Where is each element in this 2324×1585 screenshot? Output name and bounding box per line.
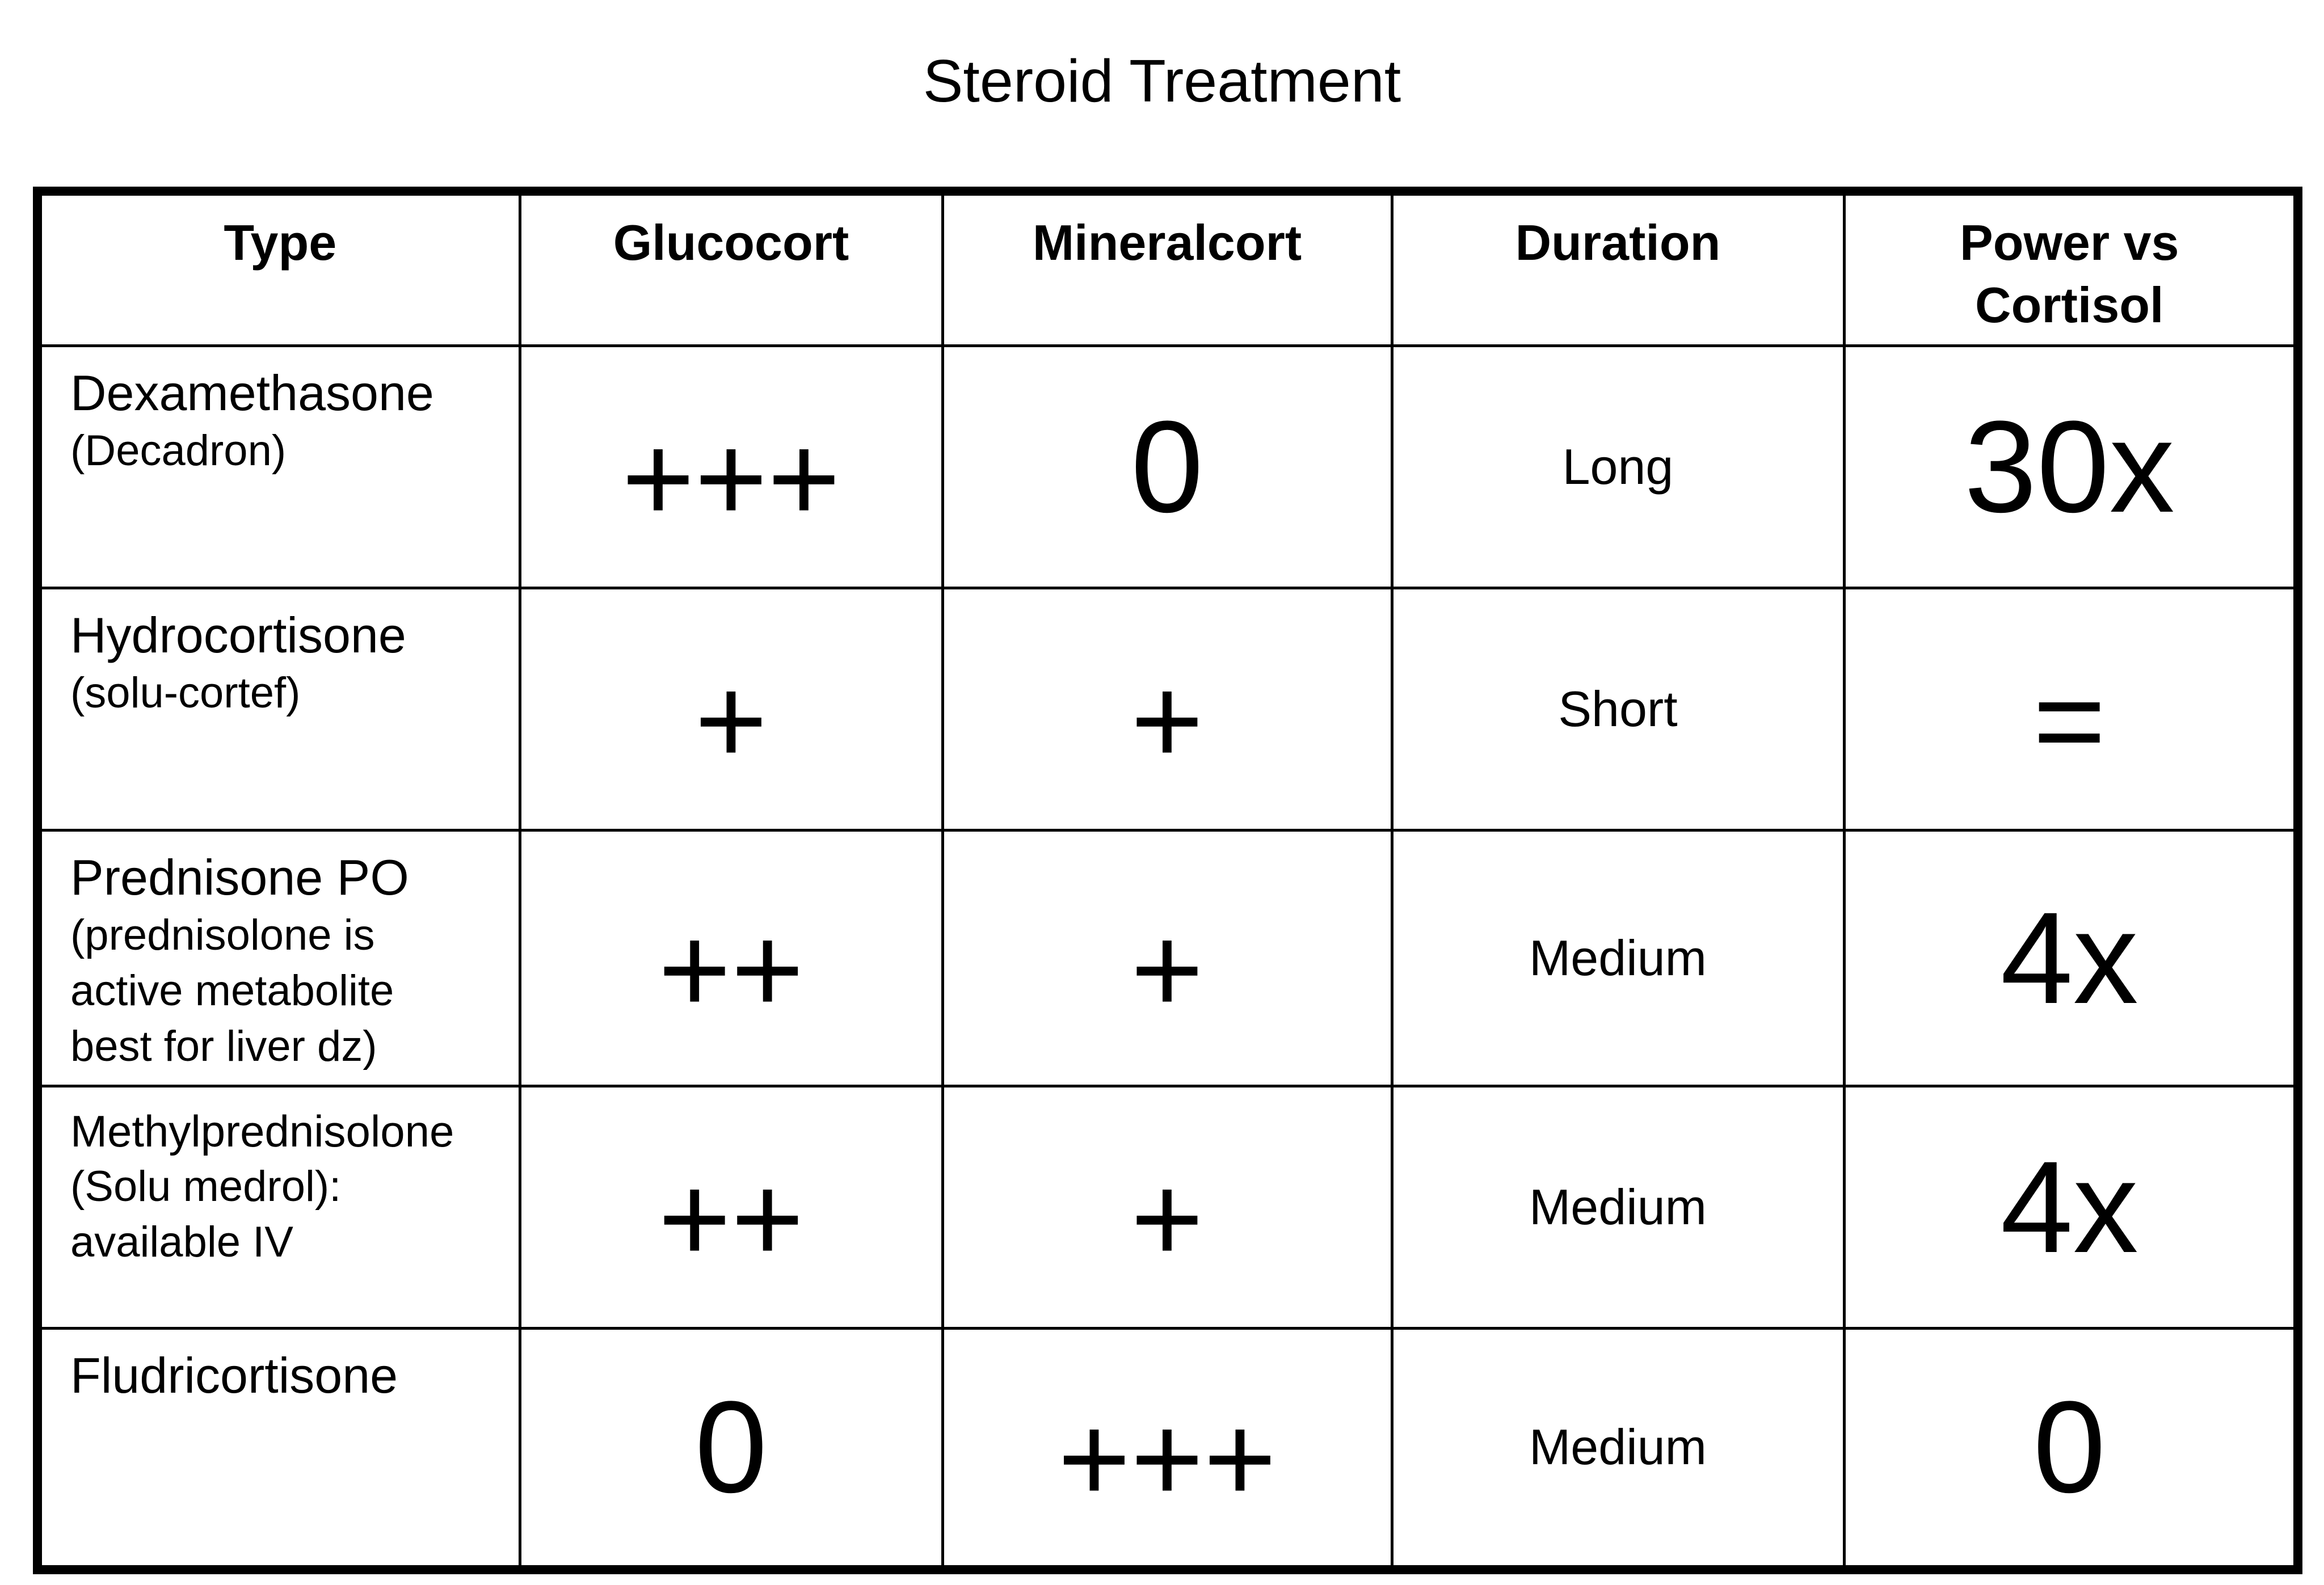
steroid-table	[33, 187, 2302, 1574]
drug-note: (Decadron)	[70, 426, 287, 475]
power-cell: =	[1844, 588, 2298, 830]
drug-name: Hydrocortisone	[70, 606, 406, 663]
page-title: Steroid Treatment	[923, 48, 1401, 115]
mineralcort-cell: +	[942, 1086, 1392, 1328]
glucocort-cell: +++	[520, 345, 942, 588]
table-row	[37, 345, 2298, 588]
duration-cell: Long	[1392, 345, 1844, 588]
drug-note-line: available IV	[70, 1217, 293, 1266]
duration-cell: Medium	[1392, 830, 1844, 1086]
glucocort-cell: 0	[520, 1328, 942, 1570]
header-duration: Duration	[1392, 191, 1844, 345]
header-power-line1: Power vs	[1960, 214, 2179, 271]
header-power	[1844, 191, 2298, 345]
power-cell: 30x	[1844, 345, 2298, 588]
type-cell	[37, 1086, 520, 1328]
header-mineralcort: Mineralcort	[942, 191, 1392, 345]
duration-cell: Medium	[1392, 1328, 1844, 1570]
drug-name: Fludricortisone	[70, 1347, 398, 1403]
duration-cell: Medium	[1392, 1086, 1844, 1328]
glucocort-cell: +	[520, 588, 942, 830]
type-cell	[37, 588, 520, 830]
drug-name: Methylprednisolone	[70, 1106, 454, 1156]
table-row	[37, 1086, 2298, 1328]
mineralcort-cell: +++	[942, 1328, 1392, 1570]
mineralcort-cell: +	[942, 588, 1392, 830]
drug-note-line: active metabolite	[70, 966, 394, 1015]
drug-note: (solu-cortef)	[70, 668, 301, 717]
drug-name: Prednisone PO	[70, 849, 409, 905]
table-row	[37, 1328, 2298, 1570]
type-cell	[37, 1328, 520, 1570]
table-header-row	[37, 191, 2298, 345]
type-cell	[37, 830, 520, 1086]
drug-name: Dexamethasone	[70, 364, 434, 421]
header-power-line2: Cortisol	[1975, 277, 2164, 333]
power-cell: 0	[1844, 1328, 2298, 1570]
table-row	[37, 830, 2298, 1086]
drug-note-line: (prednisolone is	[70, 910, 375, 959]
drug-note-line: (Solu medrol):	[70, 1162, 342, 1211]
power-cell: 4x	[1844, 830, 2298, 1086]
glucocort-cell: ++	[520, 1086, 942, 1328]
mineralcort-cell: +	[942, 830, 1392, 1086]
type-cell	[37, 345, 520, 588]
mineralcort-cell: 0	[942, 345, 1392, 588]
table-row	[37, 588, 2298, 830]
drug-note-line: best for liver dz)	[70, 1022, 377, 1070]
power-cell: 4x	[1844, 1086, 2298, 1328]
header-glucocort: Glucocort	[520, 191, 942, 345]
header-type: Type	[37, 191, 520, 345]
duration-cell: Short	[1392, 588, 1844, 830]
glucocort-cell: ++	[520, 830, 942, 1086]
